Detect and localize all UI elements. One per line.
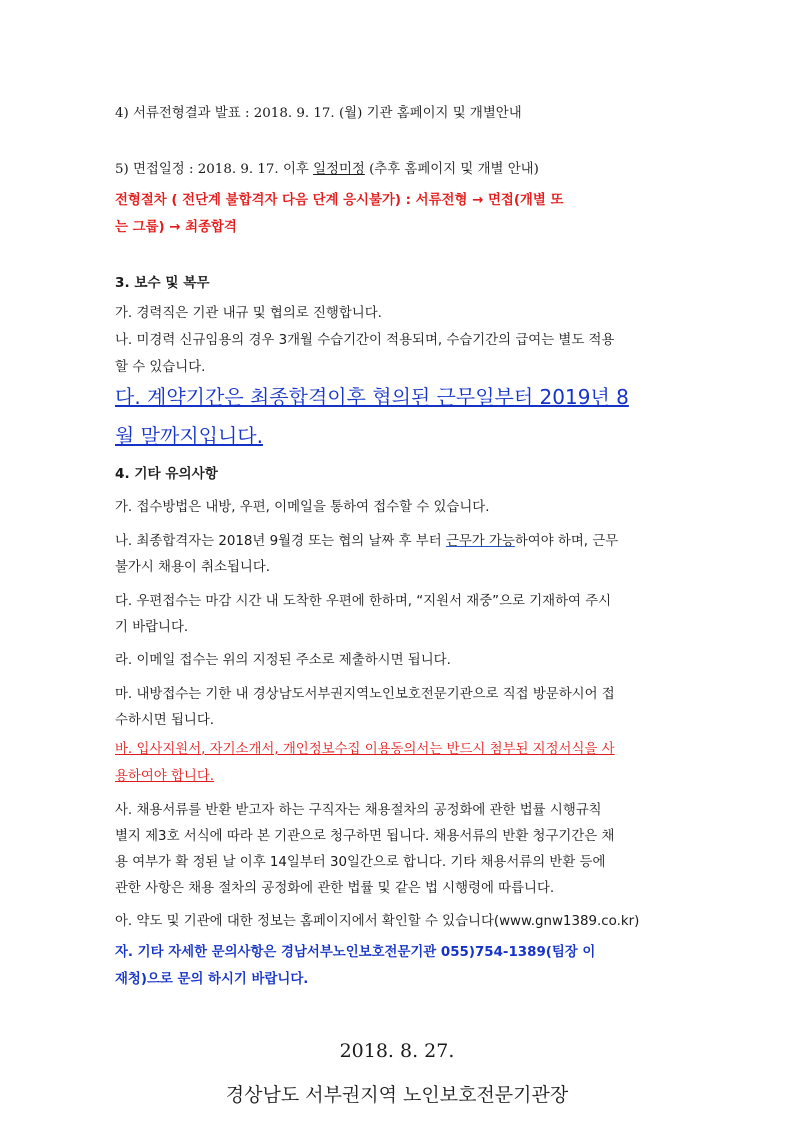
section-4-na-line-1	[115, 533, 618, 551]
section-4-ja-line-1: 자. 기타 자세한 문의사항은 경남서부노인보호전문기관 055)754-1389(팀장 이	[115, 945, 596, 960]
section-3-heading: 3. 보수 및 복무	[115, 275, 210, 291]
section-4-ma-line-2: 수하시면 됩니다.	[115, 713, 215, 728]
process-line-1: 전형절차 ( 전단계 불합격자 다음 단계 응시불가) : 서류전형 → 면접(개별 또	[115, 193, 564, 208]
section-4-ba-line-1: 바. 입사지원서, 자기소개서, 개인정보수집 이용동의서는 반드시 첨부된 지정서식을 사	[115, 742, 615, 757]
contract-period-line-2: 월 말까지입니다.	[115, 424, 263, 448]
section-3-na-line-1: 나. 미경력 신규임용의 경우 3개월 수습기간이 적용되며, 수습기간의 급여는 별도 적용	[115, 333, 615, 348]
section-4-sa-line-1: 사. 채용서류를 반환 받고자 하는 구직자는 채용절차의 공정화에 관한 법률 시행규칙	[115, 803, 602, 818]
section-4-na-line-2: 불가시 채용이 취소됩니다.	[115, 560, 271, 575]
item5-underlined: 일정미정	[313, 162, 365, 177]
na-underlined: 근무가 가능	[445, 534, 515, 549]
section-4-sa-line-4: 관한 사항은 채용 절차의 공정화에 관한 법률 및 같은 법 시행령에 따릅니다.	[115, 881, 555, 896]
section-4-ja-line-2: 재청)으로 문의 하시기 바랍니다.	[115, 972, 309, 987]
process-line-2: 는 그룹) → 최종합격	[115, 220, 237, 235]
na-prefix: 나. 최종합격자는 2018년 9월경 또는 협의 날짜 후 부터	[115, 534, 446, 549]
document-date: 2018. 8. 27.	[339, 1040, 455, 1062]
section-4-da-line-2: 기 바랍니다.	[115, 620, 189, 635]
section-4-ga: 가. 접수방법은 내방, 우편, 이메일을 통하여 접수할 수 있습니다.	[115, 500, 490, 515]
schedule-item-5	[115, 161, 539, 179]
section-3-na-line-2: 할 수 있습니다.	[115, 360, 206, 375]
section-4-ba-line-2: 용하여야 합니다.	[115, 769, 215, 784]
item5-prefix: 5) 면접일정 : 2018. 9. 17. 이후	[115, 162, 314, 177]
section-4-sa-line-3: 용 여부가 확 정된 날 이후 14일부터 30일간으로 합니다. 기타 채용서류의 반환 등에	[115, 855, 606, 870]
section-4-heading: 4. 기타 유의사항	[115, 466, 218, 482]
section-4-da-line-1: 다. 우편접수는 마감 시간 내 도착한 우편에 한하며, “지원서 재중”으로 기재하여 주시	[115, 594, 612, 609]
na-suffix: 하여야 하며, 근무	[514, 534, 619, 549]
organization-name: 경상남도 서부권지역 노인보호전문기관장	[225, 1084, 569, 1106]
section-4-ma-line-1: 마. 내방접수는 기한 내 경상남도서부권지역노인보호전문기관으로 직접 방문하시어 접	[115, 687, 615, 702]
contract-period-line-1: 다. 계약기간은 최종합격이후 협의된 근무일부터 2019년 8	[115, 385, 629, 409]
schedule-item-4: 4) 서류전형결과 발표 : 2018. 9. 17. (월) 기관 홈페이지 및 개별안내	[115, 106, 522, 121]
item5-suffix: (추후 홈페이지 및 개별 안내)	[364, 162, 539, 177]
section-4-a: 아. 약도 및 기관에 대한 정보는 홈페이지에서 확인할 수 있습니다(www.gnw1389.co.kr)	[115, 914, 640, 929]
section-4-ra: 라. 이메일 접수는 위의 지정된 주소로 제출하시면 됩니다.	[115, 653, 451, 668]
section-4-sa-line-2: 별지 제3호 서식에 따라 본 기관으로 청구하면 됩니다. 채용서류의 반환 청구기간은 채	[115, 829, 615, 844]
section-3-ga: 가. 경력직은 기관 내규 및 협의로 진행합니다.	[115, 306, 382, 321]
